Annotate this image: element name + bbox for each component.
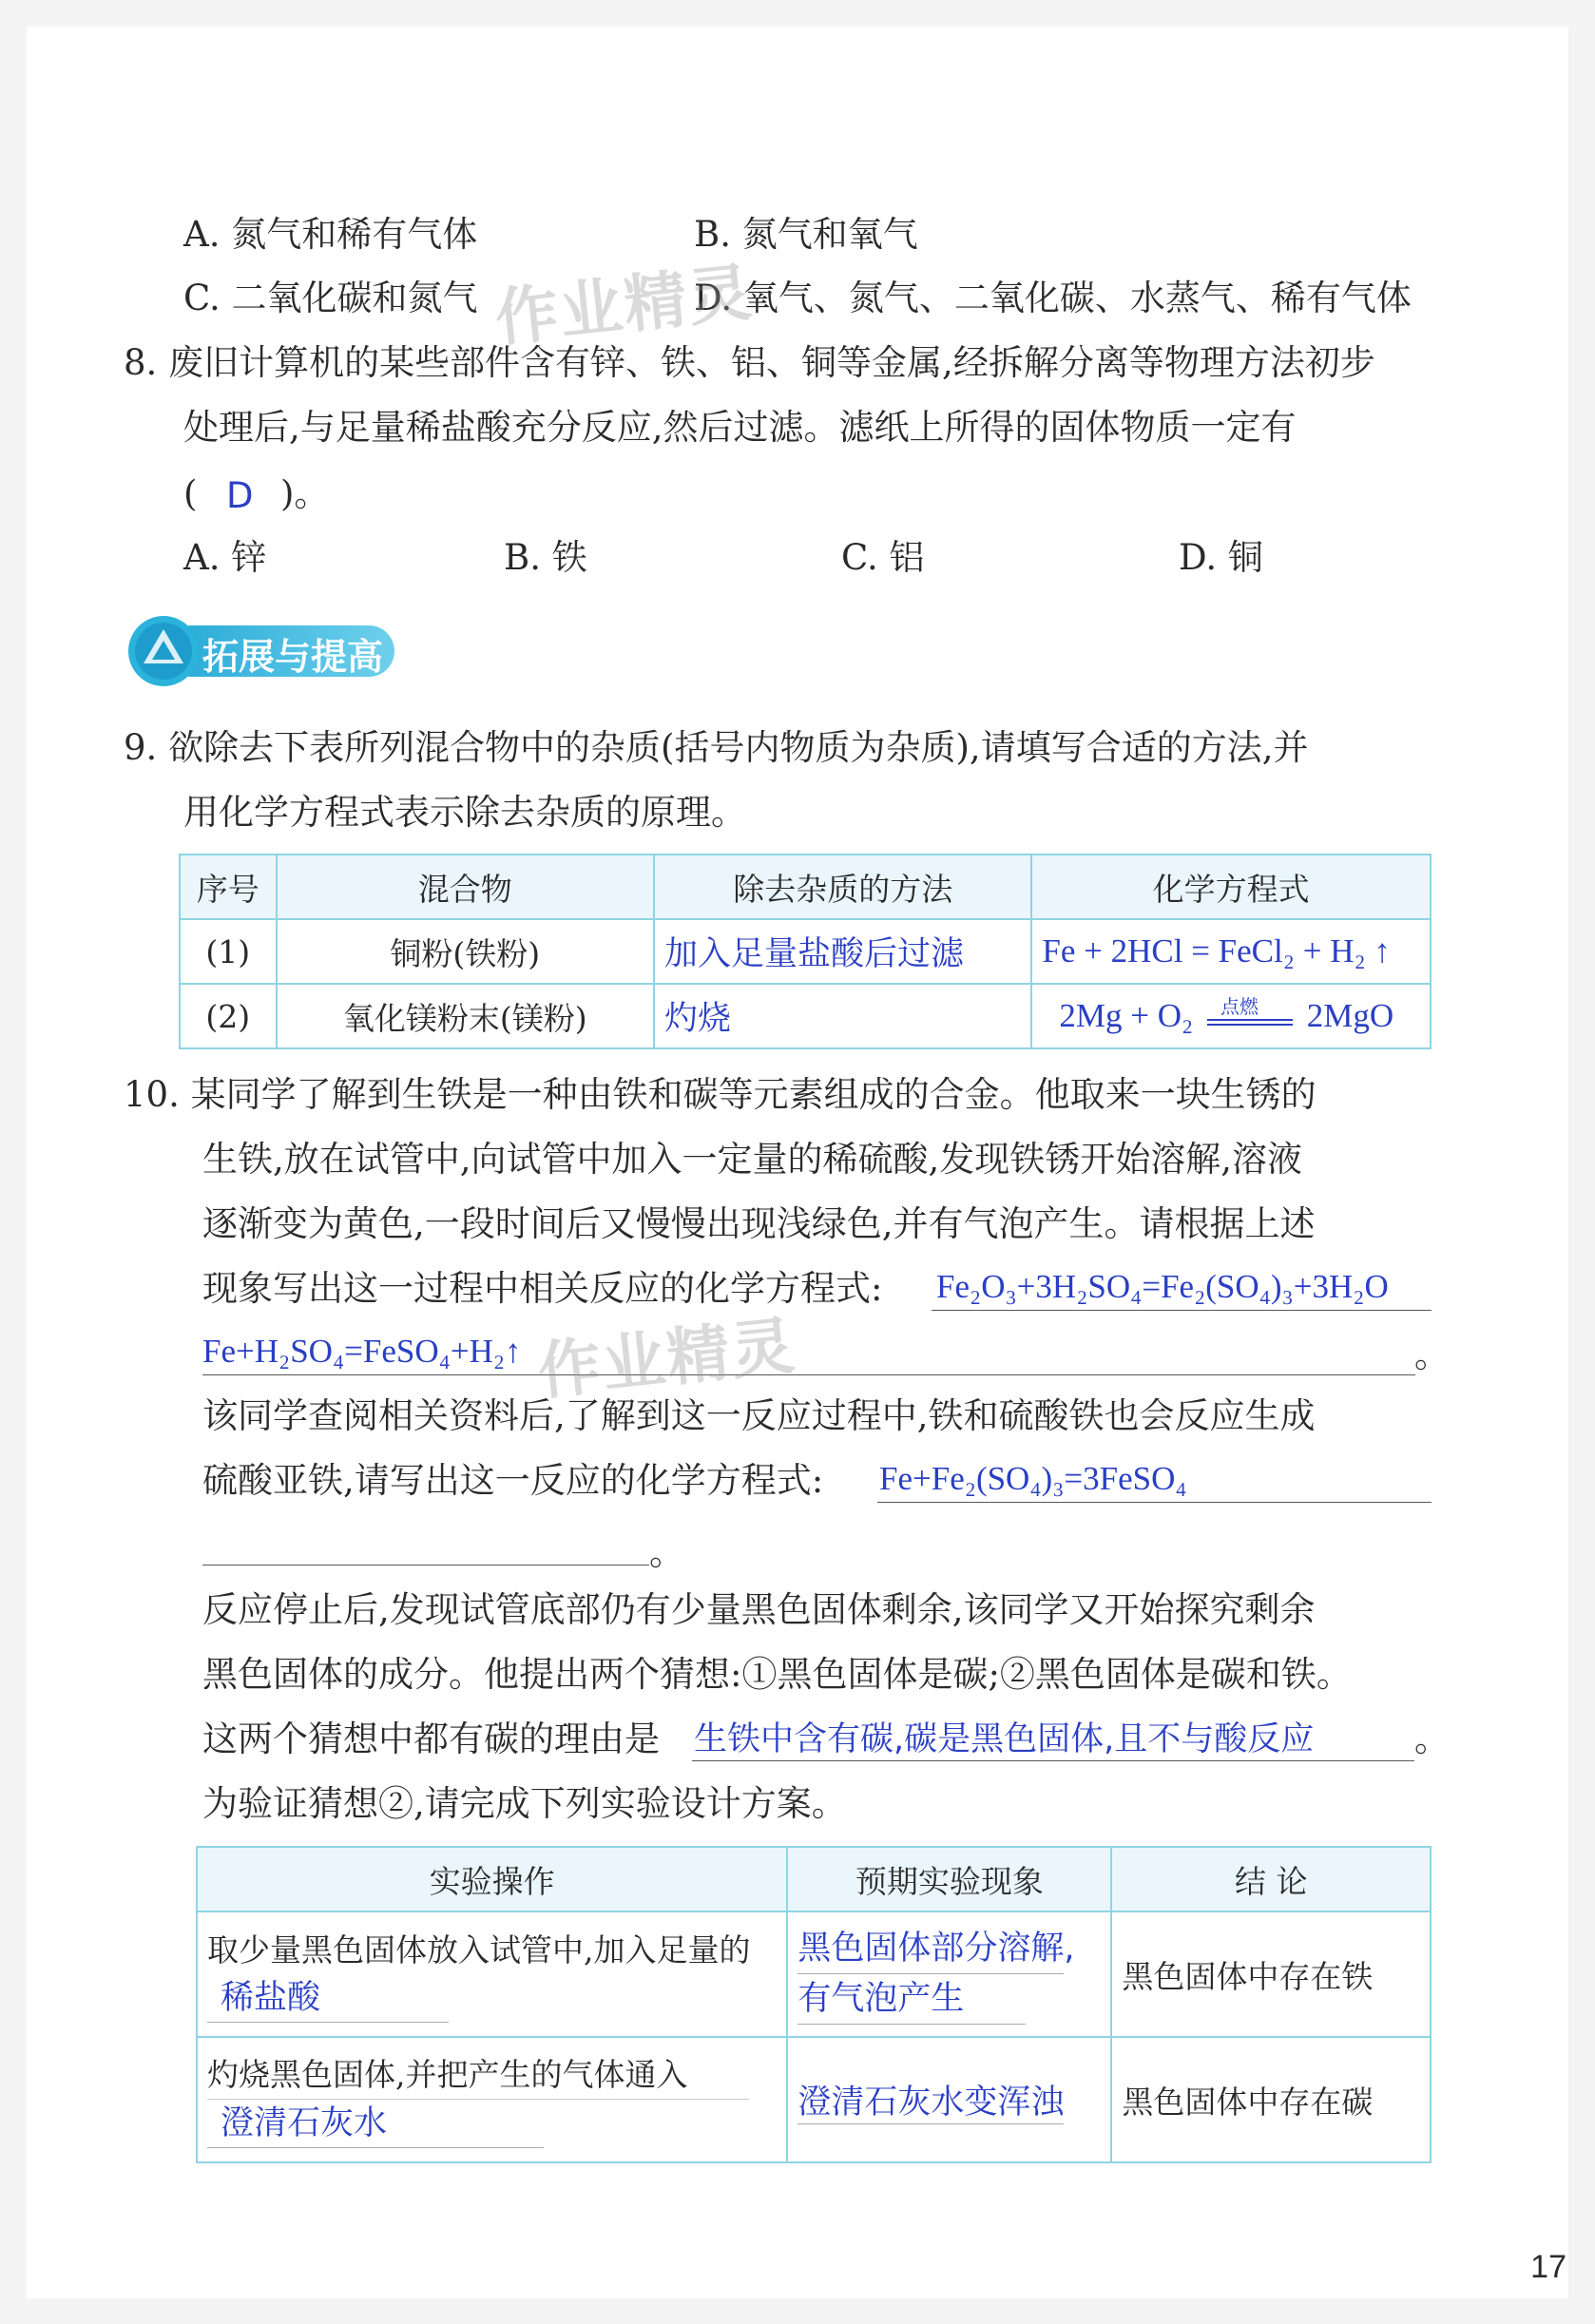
equation-answer [1031,984,1431,1048]
condition-line [1207,1019,1293,1021]
operation-cell [197,1911,787,2037]
section-header-icon [128,616,199,686]
q8-paren-close: )。 [280,473,330,514]
answer-equation-3: Fe+Fe₂(SO₄)₃=3FeSO₄ [879,1460,1187,1497]
q9-line2: 用化学方程式表示除去杂质的原理。 [183,792,746,833]
q9-table [179,854,1432,1049]
answer-underline [202,1374,1415,1375]
method-answer: 加入足量盐酸后过滤 [654,919,1031,984]
experiment-table [196,1846,1432,2163]
operation-cell [197,2037,787,2162]
q8-line1: 8. 废旧计算机的某些部件含有锌、铁、铝、铜等金属,经拆解分离等物理方法初步 [124,342,1375,383]
q10-line2: 生铁,放在试管中,向试管中加入一定量的稀硫酸,发现铁锈开始溶解,溶液 [202,1139,1303,1180]
answer-underline [932,1310,1432,1311]
equation-answer: Fe + 2HCl = FeCl₂ + H₂ ↑ [1031,919,1431,984]
page-number: 17 [1530,2249,1566,2285]
operation-answer: 澄清石灰水 [207,2100,544,2148]
table-header-row [197,1847,1431,1911]
q10-line9: 黑色固体的成分。他提出两个猜想:①黑色固体是碳;②黑色固体是碳和铁。 [202,1654,1352,1695]
q10-line3: 逐渐变为黄色,一段时间后又慢慢出现浅绿色,并有气泡产生。请根据上述 [202,1203,1316,1244]
operation-answer: 稀盐酸 [207,1974,449,2023]
condition-line [1207,1024,1293,1026]
q10-line5: 该同学查阅相关资料后,了解到这一反应过程中,铁和硫酸铁也会反应生成 [202,1395,1316,1436]
mixture-cell: 铜粉(铁粉) [277,919,654,984]
section-header [128,616,404,686]
answer-underline [877,1502,1432,1503]
q10-line11: 为验证猜想②,请完成下列实验设计方案。 [202,1783,847,1824]
conclusion-cell: 黑色固体中存在铁 [1111,1911,1431,2037]
table-header-cell: 预期实验现象 [787,1847,1111,1911]
q8-option-b: B. 铁 [504,537,587,578]
table-row [197,1911,1431,2037]
table-header-cell: 除去杂质的方法 [654,855,1031,919]
q8-option-a: A. 锌 [183,537,267,578]
table-row [180,919,1431,984]
table-header-cell: 序号 [180,855,277,919]
q8-option-d: D. 铜 [1179,537,1263,578]
q9-line1: 9. 欲除去下表所列混合物中的杂质(括号内物质为杂质),请填写合适的方法,并 [124,727,1309,768]
phenomenon-answer [787,2037,1111,2162]
mixture-cell: 氧化镁粉末(镁粉) [277,984,654,1048]
q10-line1: 10. 某同学了解到生铁是一种由铁和碳等元素组成的合金。他取来一块生锈的 [124,1074,1316,1115]
q10-line10: 这两个猜想中都有碳的理由是 [202,1719,660,1759]
table-header-cell: 化学方程式 [1031,855,1431,919]
answer-reason: 生铁中含有碳,碳是黑色固体,且不与酸反应 [694,1720,1315,1758]
operation-text: 取少量黑色固体放入试管中,加入足量的 [207,1930,751,1969]
conclusion-cell: 黑色固体中存在碳 [1111,2037,1431,2162]
q7-option-b: B. 氮气和氧气 [694,214,918,255]
q10-period: 。 [1414,1335,1450,1375]
table-row [197,2037,1431,2162]
q7-option-a: A. 氮气和稀有气体 [183,214,478,255]
equation-right: 2MgO [1306,997,1394,1034]
table-row [180,984,1431,1048]
equation-left: 2Mg + O₂ [1059,997,1194,1034]
table-header-cell: 混合物 [277,855,654,919]
table-header-row [180,855,1431,919]
table-header-cell: 结 论 [1111,1847,1431,1911]
operation-text: 灼烧黑色固体,并把产生的气体通入 [207,2051,749,2100]
row-number: (1) [180,919,277,984]
answer-equation-2: Fe+H₂SO₄=FeSO₄+H₂↑ [202,1333,522,1370]
q10-line4: 现象写出这一过程中相关反应的化学方程式: [202,1268,883,1309]
row-number: (2) [180,984,277,1048]
phenomenon-answer [787,1911,1111,2037]
q10-line6: 硫酸亚铁,请写出这一反应的化学方程式: [202,1460,824,1501]
q7-option-d: D. 氧气、氮气、二氧化碳、水蒸气、稀有气体 [694,278,1412,318]
q8-answer: D [226,475,254,516]
condition-label: 点燃 [1220,996,1259,1018]
method-answer: 灼烧 [654,984,1031,1048]
q7-option-c: C. 二氧化碳和氮气 [183,278,478,318]
q8-line2: 处理后,与足量稀盐酸充分反应,然后过滤。滤纸上所得的固体物质一定有 [183,407,1297,448]
answer-equation-1: Fe₂O₃+3H₂SO₄=Fe₂(SO₄)₃+3H₂O [936,1268,1389,1305]
table-header-cell: 实验操作 [197,1847,787,1911]
q8-paren-open: ( [183,473,198,514]
phenomenon-line: 有气泡产生 [798,1974,1026,2025]
phenomenon-line: 黑色固体部分溶解, [798,1924,1064,1974]
section-header-label: 拓展与提高 [202,636,384,678]
phenomenon-line: 澄清石灰水变浑浊 [798,2076,1064,2124]
watermark: 作业精灵 [491,255,757,355]
watermark: 作业精灵 [534,1308,799,1409]
q8-option-c: C. 铝 [841,537,925,578]
answer-underline [692,1760,1414,1761]
q10-period: 。 [1414,1719,1450,1759]
q10-line8: 反应停止后,发现试管底部仍有少量黑色固体剩余,该同学又开始探究剩余 [202,1589,1316,1630]
reaction-condition [1207,996,1293,1035]
q10-period: 。 [649,1532,684,1573]
